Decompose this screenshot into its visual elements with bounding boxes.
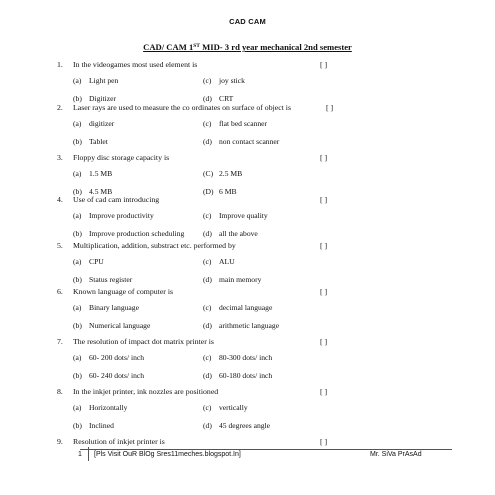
option-item (73, 119, 114, 128)
question-number: 4. (57, 195, 63, 204)
option-text: vertically (219, 403, 248, 412)
option-item (73, 211, 154, 220)
question-text: Resolution of inkjet printer is (73, 437, 165, 446)
answer-bracket: [ ] (320, 60, 328, 69)
option-label: (b) (73, 421, 82, 430)
option-label: (a) (73, 303, 82, 312)
option-label: (a) (73, 211, 82, 220)
question-text: Multiplication, addition, substract etc. performed by (73, 241, 236, 250)
option-text: Light pen (89, 76, 119, 85)
title-prefix: CAD/ CAM 1 (143, 42, 194, 52)
footer-divider (80, 449, 452, 450)
option-item (73, 321, 150, 330)
option-text: 2.5 MB (219, 169, 243, 178)
option-text: non contact scanner (219, 137, 280, 146)
option-label: (d) (203, 94, 212, 103)
option-text: Improve productivity (89, 211, 154, 220)
question-text: The resolution of impact dot matrix printer is (73, 337, 214, 346)
question-number: 9. (57, 437, 63, 446)
option-label: (c) (203, 353, 212, 362)
option-label: (b) (73, 275, 82, 284)
option-label: (b) (73, 371, 82, 380)
option-item (203, 94, 233, 103)
option-item (203, 303, 272, 312)
question-number: 5. (57, 241, 63, 250)
option-text: main memory (219, 275, 262, 284)
answer-bracket: [ ] (320, 241, 328, 250)
title-superscript: ST (193, 43, 200, 49)
option-label: (b) (73, 229, 82, 238)
option-item (73, 421, 114, 430)
option-item (73, 303, 139, 312)
option-label: (C) (203, 169, 214, 178)
answer-bracket: [ ] (320, 387, 328, 396)
option-text: CPU (89, 257, 104, 266)
option-text: 60-180 dots/ inch (219, 371, 273, 380)
option-label: (a) (73, 76, 82, 85)
option-item (203, 137, 279, 146)
option-item (73, 257, 104, 266)
option-text: Tablet (89, 137, 108, 146)
question-number: 1. (57, 60, 63, 69)
option-item (73, 403, 127, 412)
answer-bracket: [ ] (320, 153, 328, 162)
footer-author: Mr. SiVa PrAsAd (370, 451, 422, 458)
option-item (203, 403, 248, 412)
option-item (73, 76, 118, 85)
footer-blog-link[interactable]: [Pls Visit OuR BlOg Sres11meches.blogspot.In] (94, 451, 241, 458)
option-text: Status register (89, 275, 133, 284)
option-text: Improve production scheduling (89, 229, 185, 238)
option-text: 45 degrees angle (219, 421, 271, 430)
option-label: (b) (73, 321, 82, 330)
question-number: 8. (57, 387, 63, 396)
question-text: In the videogames most used element is (73, 60, 198, 69)
option-text: Digitizer (89, 94, 116, 103)
option-label: (a) (73, 257, 82, 266)
option-text: all the above (219, 229, 258, 238)
option-label: (d) (203, 275, 212, 284)
option-label: (d) (203, 371, 212, 380)
option-label: (c) (203, 211, 212, 220)
answer-bracket: [ ] (320, 437, 328, 446)
option-item (73, 353, 144, 362)
question-text: In the inkjet printer, ink nozzles are positioned (73, 387, 219, 396)
option-item (203, 229, 258, 238)
answer-bracket: [ ] (320, 195, 328, 204)
question-text: Laser rays are used to measure the co ordinates on surface of object is (73, 103, 292, 112)
option-text: Inclined (89, 421, 114, 430)
option-item (73, 371, 144, 380)
option-item (73, 229, 184, 238)
option-item (73, 94, 116, 103)
option-label: (b) (73, 137, 82, 146)
option-item (203, 353, 272, 362)
option-label: (c) (203, 119, 212, 128)
option-text: joy stick (219, 76, 245, 85)
option-text: 80-300 dots/ inch (219, 353, 273, 362)
option-label: (c) (203, 76, 212, 85)
option-text: 60- 200 dots/ inch (89, 353, 145, 362)
footer-page-number: 1 (78, 451, 82, 458)
page-header: CAD CAM (229, 17, 266, 26)
question-number: 3. (57, 153, 63, 162)
option-label: (b) (73, 187, 82, 196)
option-item (203, 371, 272, 380)
option-item (203, 187, 237, 196)
option-item (203, 257, 235, 266)
option-item (203, 76, 245, 85)
option-label: (d) (203, 321, 212, 330)
option-text: flat bed scanner (219, 119, 268, 128)
option-label: (D) (203, 187, 214, 196)
footer-separator (88, 447, 89, 461)
option-label: (c) (203, 403, 212, 412)
title-suffix: MID- 3 rd year mechanical 2nd semester (199, 42, 352, 52)
option-item (203, 119, 267, 128)
option-text: 4.5 MB (89, 187, 113, 196)
option-text: Binary language (89, 303, 139, 312)
option-label: (a) (73, 353, 82, 362)
question-text: Known language of computer is (73, 287, 174, 296)
option-text: 1.5 MB (89, 169, 113, 178)
option-text: Numerical language (89, 321, 151, 330)
question-number: 6. (57, 287, 63, 296)
option-label: (c) (203, 303, 212, 312)
option-item (203, 169, 242, 178)
option-item (203, 421, 270, 430)
option-text: ALU (219, 257, 235, 266)
question-text: Floppy disc storage capacity is (73, 153, 170, 162)
option-text: Improve quality (219, 211, 268, 220)
exam-title (0, 42, 495, 52)
option-label: (a) (73, 403, 82, 412)
option-label: (a) (73, 119, 82, 128)
option-item (203, 321, 279, 330)
option-text: 60- 240 dots/ inch (89, 371, 145, 380)
option-text: decimal language (219, 303, 273, 312)
option-label: (a) (73, 169, 82, 178)
answer-bracket: [ ] (320, 287, 328, 296)
question-text: Use of cad cam introducing (73, 195, 160, 204)
option-label: (d) (203, 137, 212, 146)
question-number: 2. (57, 103, 63, 112)
option-label: (c) (203, 257, 212, 266)
option-item (73, 169, 112, 178)
option-text: 6 MB (219, 187, 237, 196)
option-text: digitizer (89, 119, 115, 128)
option-label: (b) (73, 94, 82, 103)
option-text: arithmetic language (219, 321, 280, 330)
option-item (203, 211, 268, 220)
answer-bracket: [ ] (320, 337, 328, 346)
option-item (73, 137, 108, 146)
question-number: 7. (57, 337, 63, 346)
option-item (73, 275, 132, 284)
option-item (203, 275, 261, 284)
option-text: Horizontally (89, 403, 128, 412)
option-label: (d) (203, 229, 212, 238)
answer-bracket: [ ] (326, 103, 334, 112)
option-label: (d) (203, 421, 212, 430)
option-text: CRT (219, 94, 234, 103)
